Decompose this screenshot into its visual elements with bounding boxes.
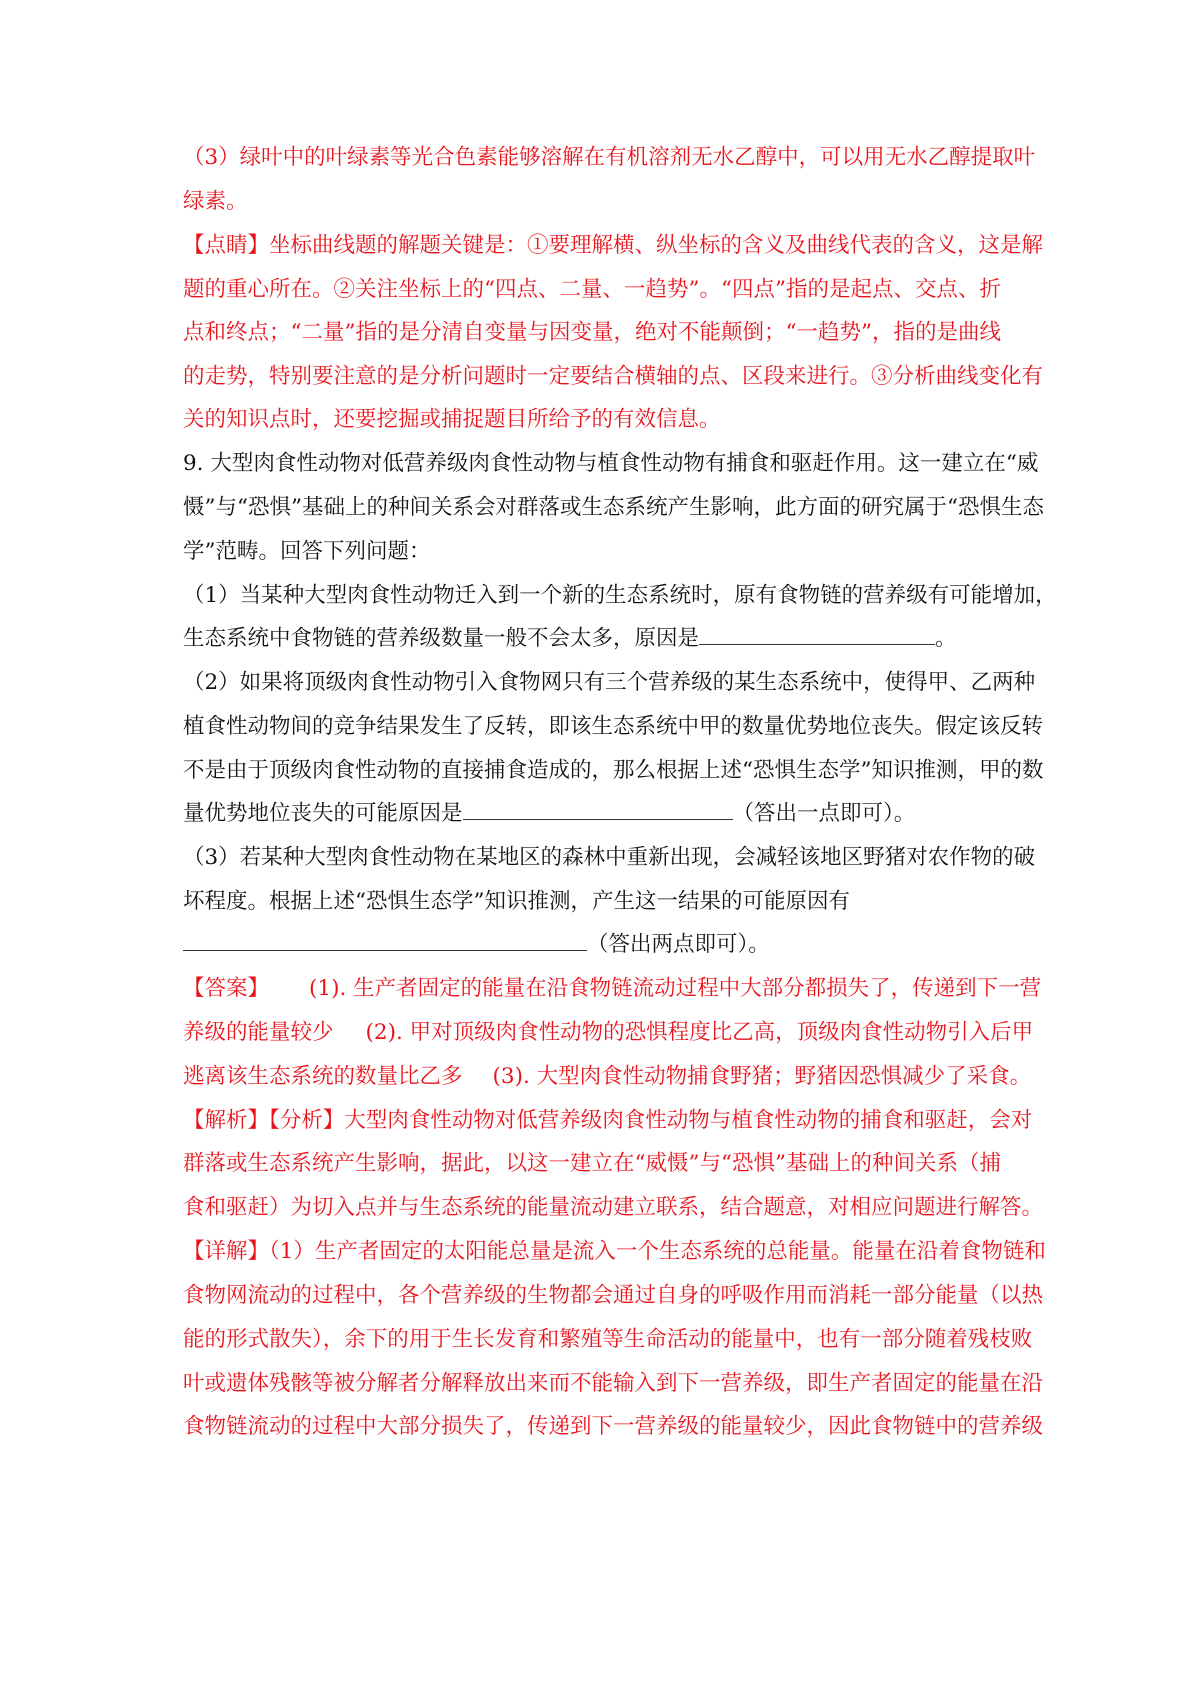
line-text: 绿素。: [183, 189, 248, 214]
answer-part3-line2: [183, 187, 1013, 217]
line-text: 9. 大型肉食性动物对低营养级肉食性动物与植食性动物有捕食和驱赶作用。这一建立在“威: [183, 451, 1039, 476]
question9-stem-line1: [183, 449, 1039, 479]
question9-stem-line3: [183, 537, 1013, 567]
line-text: 关的知识点时，还要挖掘或捕捉题目所给予的有效信息。: [183, 407, 721, 432]
line-text: 逃离该生态系统的数量比乙多: [183, 1064, 463, 1089]
line-text: 食和驱赶）为切入点并与生态系统的能量流动建立联系，结合题意，对相应问题进行解答。: [183, 1195, 1044, 1220]
line-text: 生态系统中食物链的营养级数量一般不会太多，原因是: [183, 626, 700, 651]
answer-line3: [183, 1062, 1032, 1092]
question9-stem-line2: [183, 493, 1044, 523]
detail-line4: [183, 1369, 1044, 1399]
line-suffix: 。: [935, 626, 957, 651]
tip-line3: [183, 318, 1013, 348]
tip-line2: [183, 275, 1013, 305]
tip-line5: [183, 405, 1013, 435]
line-suffix: (3). 大型肉食性动物捕食野猪；野猪因恐惧减少了采食。: [492, 1064, 1032, 1089]
line-text: 坏程度。根据上述“恐惧生态学”知识推测，产生这一结果的可能原因有: [183, 889, 850, 914]
line-text: 不是由于顶级肉食性动物的直接捕食造成的，那么根据上述“恐惧生态学”知识推测，甲的数: [183, 758, 1044, 783]
line-text: （3）绿叶中的叶绿素等光合色素能够溶解在有机溶剂无水乙醇中，可以用无水乙醇提取叶: [183, 145, 1036, 170]
answer-line2: [183, 1018, 1034, 1048]
answer-blank[interactable]: [463, 799, 733, 820]
question9-part1-line1: [183, 581, 1057, 611]
line-text: 的走势，特别要注意的是分析问题时一定要结合横轴的点、区段来进行。③分析曲线变化有: [183, 364, 1044, 389]
detail-line5: [183, 1412, 1044, 1442]
answer-line1: [183, 974, 1042, 1004]
line-suffix: (1). 生产者固定的能量在沿食物链流动过程中大部分都损失了，传递到下一营: [309, 976, 1042, 1001]
detail-line2: [183, 1281, 1044, 1311]
line-text: 叶或遗体残骸等被分解者分解释放出来而不能输入到下一营养级，即生产者固定的能量在沿: [183, 1371, 1044, 1396]
line-text: 养级的能量较少: [183, 1020, 334, 1045]
line-suffix: （答出两点即可）。: [587, 932, 770, 957]
question9-part1-line2: [183, 624, 1013, 654]
question9-part3-line3: [183, 930, 1013, 960]
line-text: 学”范畴。回答下列问题：: [183, 539, 431, 564]
line-text: 食物链流动的过程中大部分损失了，传递到下一营养级的能量较少，因此食物链中的营养级: [183, 1414, 1044, 1439]
question9-part3-line1: [183, 843, 1036, 873]
tip-line4: [183, 362, 1044, 392]
line-text: 【详解】（1）生产者固定的太阳能总量是流入一个生态系统的总能量。能量在沿着食物链和: [183, 1239, 1046, 1264]
question9-part2-line4: [183, 799, 1013, 829]
line-text: 群落或生态系统产生影响，据此，以这一建立在“威慑”与“恐惧”基础上的种间关系（捕: [183, 1151, 1001, 1176]
analysis-line1: [183, 1106, 1033, 1136]
line-text: 植食性动物间的竞争结果发生了反转，即该生态系统中甲的数量优势地位丧失。假定该反转: [183, 714, 1044, 739]
line-suffix: （答出一点即可）。: [732, 801, 916, 826]
line-text: 题的重心所在。②关注坐标上的“四点、二量、一趋势”。“四点”指的是起点、交点、折: [183, 277, 1001, 302]
question9-part2-line3: [183, 756, 1044, 786]
answer-blank[interactable]: [699, 624, 935, 645]
line-text: 【解析】【分析】大型肉食性动物对低营养级肉食性动物与植食性动物的捕食和驱赶，会对: [183, 1108, 1033, 1133]
question9-part2-line2: [183, 712, 1044, 742]
answer-part3-line1: [183, 143, 1036, 173]
line-text: 能的形式散失），余下的用于生长发育和繁殖等生命活动的能量中，也有一部分随着残枝败: [183, 1327, 1033, 1352]
line-text: （3）若某种大型肉食性动物在某地区的森林中重新出现，会减轻该地区野猪对农作物的破: [183, 845, 1036, 870]
question9-part3-line2: [183, 887, 1013, 917]
analysis-line3: [183, 1193, 1044, 1223]
answer-blank[interactable]: [183, 930, 587, 951]
line-text: （1）当某种大型肉食性动物迁入到一个新的生态系统时，原有食物链的营养级有可能增加，: [183, 583, 1057, 608]
line-text: 【点睛】坐标曲线题的解题关键是：①要理解横、纵坐标的含义及曲线代表的含义，这是解: [183, 233, 1044, 258]
detail-line1: [183, 1237, 1046, 1267]
line-text: 量优势地位丧失的可能原因是: [183, 801, 463, 826]
line-text: 点和终点；“二量”指的是分清自变量与因变量，绝对不能颠倒；“一趋势”，指的是曲线: [183, 320, 1001, 345]
line-text: 【答案】: [183, 976, 270, 1001]
question9-part2-line1: [183, 668, 1036, 698]
line-text: 食物网流动的过程中，各个营养级的生物都会通过自身的呼吸作用而消耗一部分能量（以热: [183, 1283, 1044, 1308]
line-text: （2）如果将顶级肉食性动物引入食物网只有三个营养级的某生态系统中，使得甲、乙两种: [183, 670, 1036, 695]
line-suffix: (2). 甲对顶级肉食性动物的恐惧程度比乙高，顶级肉食性动物引入后甲: [365, 1020, 1034, 1045]
detail-line3: [183, 1325, 1033, 1355]
tip-line1: [183, 231, 1044, 261]
line-text: 慑”与“恐惧”基础上的种间关系会对群落或生态系统产生影响，此方面的研究属于“恐惧生态: [183, 495, 1044, 520]
analysis-line2: [183, 1149, 1013, 1179]
